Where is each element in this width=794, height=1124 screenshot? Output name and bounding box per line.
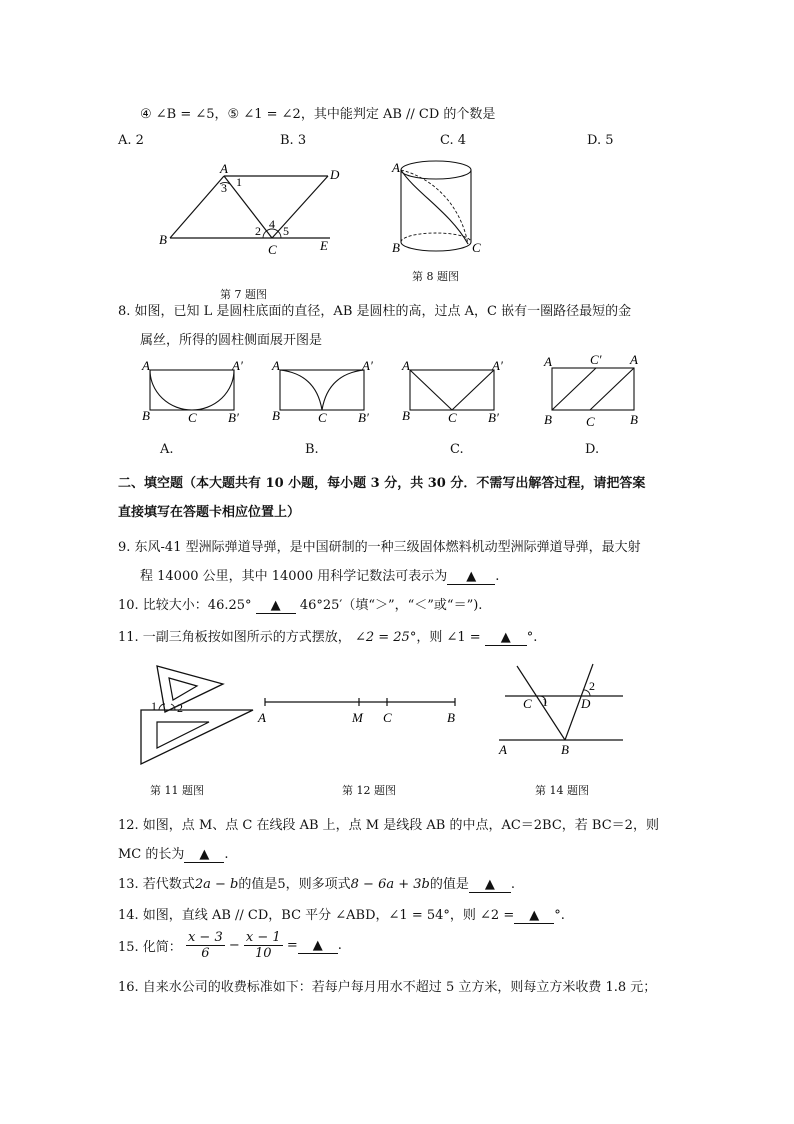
- q13: 13. 若代数式2a − b的值是5，则多项式8 − 6a + 3b的值是 ▲ .: [118, 877, 515, 892]
- fig7-label-d: D: [330, 167, 340, 182]
- q15-fraction-1: $\frac{x - 3}{6}$: [187, 930, 223, 961]
- fig7-label-b: B: [159, 232, 167, 247]
- answer-triangle-icon: ▲: [466, 569, 477, 584]
- fig7-label-e: E: [320, 238, 328, 253]
- q15-fraction-2: $\frac{x - 1}{10}$: [245, 930, 281, 961]
- svg-text:A: A: [142, 358, 150, 373]
- svg-text:B: B: [402, 408, 410, 423]
- fig8-label-a: A: [392, 160, 400, 175]
- q15: 15. 化简： $\frac{x - 3}{6}$ − $\frac{x - 1}{10}$ = ▲ .: [118, 930, 342, 961]
- answer-triangle-icon: ▲: [500, 630, 511, 645]
- q8-option-d: D.: [585, 442, 600, 457]
- fig7-angle-1: 1: [236, 175, 242, 189]
- svg-text:A′: A′: [232, 358, 243, 373]
- svg-text:A: A: [272, 358, 280, 373]
- q14: 14. 如图，直线 AB // CD，BC 平分 ∠ABD，∠1 = 54°，则 ∠2 = ▲ °.: [118, 908, 565, 923]
- q11: 11. 一副三角板按如图所示的方式摆放， ∠2 = 25°，则 ∠1 = ▲ °.: [118, 630, 538, 645]
- svg-text:C: C: [188, 410, 197, 425]
- q8-option-b: B.: [305, 442, 319, 457]
- fig14-label-c: C: [523, 696, 532, 711]
- q12-answer-blank[interactable]: [184, 847, 224, 863]
- svg-text:C′: C′: [590, 352, 602, 367]
- fig8-label-c: C: [472, 240, 481, 255]
- fig7-angle-2: 2: [255, 224, 261, 238]
- q8-net-b: [270, 356, 380, 426]
- q9-answer-blank[interactable]: [447, 569, 495, 585]
- fig11-angle-1: 1: [151, 699, 157, 713]
- q14-answer-blank[interactable]: [514, 908, 554, 924]
- svg-text:B′: B′: [358, 410, 369, 425]
- figure-12: [255, 690, 465, 730]
- figure-14: [495, 660, 630, 760]
- svg-text:A′: A′: [362, 358, 373, 373]
- fig14-label-a: A: [499, 742, 507, 757]
- fig12-label-c: C: [383, 710, 392, 725]
- q7-option-a: A. 2: [118, 133, 144, 148]
- fig12-label-a: A: [258, 710, 266, 725]
- svg-text:C: C: [318, 410, 327, 425]
- fig8-caption: 第 8 题图: [412, 270, 459, 283]
- answer-triangle-icon: ▲: [529, 908, 540, 923]
- section-2-header-line-1: 二、填空题（本大题共有 10 小题，每小题 3 分，共 30 分．不需写出解答过程，请把答案: [118, 476, 646, 491]
- fig14-label-b: B: [561, 742, 569, 757]
- figure-8-cylinder: [390, 152, 490, 262]
- svg-text:B: B: [544, 412, 552, 427]
- q12-line-2: MC 的长为 ▲ .: [118, 847, 229, 862]
- q7-option-b: B. 3: [280, 133, 307, 148]
- q10: 10. 比较大小：46.25° ▲ 46°25′（填“＞”，“＜”或“＝”).: [118, 598, 483, 613]
- q8-net-d: [540, 350, 650, 430]
- figure-7: [150, 158, 350, 258]
- q12-line-1: 12. 如图，点 M、点 C 在线段 AB 上，点 M 是线段 AB 的中点，AC＝2BC，若 BC＝2，则: [118, 818, 659, 833]
- q10-answer-blank[interactable]: [256, 598, 296, 614]
- q8-net-c: [400, 356, 510, 426]
- fig14-caption: 第 14 题图: [535, 784, 589, 797]
- q7-option-c: C. 4: [440, 133, 467, 148]
- fig7-angle-3: 3: [221, 181, 227, 195]
- answer-triangle-icon: ▲: [312, 937, 323, 953]
- svg-text:B′: B′: [228, 410, 239, 425]
- fig11-caption: 第 11 题图: [150, 784, 204, 797]
- fig8-label-b: B: [392, 240, 400, 255]
- svg-text:B: B: [272, 408, 280, 423]
- fig7-caption: 第 7 题图: [220, 288, 267, 301]
- q8-option-a: A.: [160, 442, 174, 457]
- q11-answer-blank[interactable]: [485, 630, 527, 646]
- svg-text:B: B: [630, 412, 638, 427]
- q9-line-2: 程 14000 公里，其中 14000 用科学记数法可表示为 ▲ .: [140, 569, 500, 584]
- answer-triangle-icon: ▲: [199, 847, 210, 862]
- q8-net-a: [140, 356, 250, 426]
- fig14-label-d: D: [581, 696, 591, 711]
- fig7-label-a: A: [220, 161, 228, 176]
- q7-option-d: D. 5: [587, 133, 614, 148]
- fig14-angle-2: 2: [589, 679, 595, 693]
- fig7-angle-5: 5: [283, 224, 289, 238]
- svg-text:A: A: [544, 354, 552, 369]
- fig12-label-m: M: [352, 710, 363, 725]
- svg-text:C: C: [448, 410, 457, 425]
- fig7-label-c: C: [268, 242, 277, 257]
- q13-answer-blank[interactable]: [469, 877, 511, 893]
- q7-stem: ④ ∠B = ∠5，⑤ ∠1 = ∠2，其中能判定 AB // CD 的个数是: [140, 107, 496, 122]
- svg-text:A: A: [630, 352, 638, 367]
- answer-triangle-icon: ▲: [270, 598, 281, 613]
- svg-text:B: B: [142, 408, 150, 423]
- svg-text:A: A: [402, 358, 410, 373]
- q9-line-1: 9. 东风-41 型洲际弹道导弹，是中国研制的一种三级固体燃料机动型洲际弹道导弹，最大射: [118, 540, 641, 555]
- q8-line-2: 属丝，所得的圆柱侧面展开图是: [140, 333, 323, 348]
- svg-text:A′: A′: [492, 358, 503, 373]
- q8-option-c: C.: [450, 442, 464, 457]
- svg-text:C: C: [586, 414, 595, 429]
- fig14-angle-1: 1: [542, 695, 548, 709]
- fig12-caption: 第 12 题图: [342, 784, 396, 797]
- q8-line-1: 8. 如图，已知 L 是圆柱底面的直径，AB 是圆柱的高，过点 A，C 嵌有一圈路径最短的金: [118, 304, 632, 319]
- fig11-angle-2: 2: [177, 701, 183, 715]
- svg-text:B′: B′: [488, 410, 499, 425]
- section-2-header-line-2: 直接填写在答题卡相应位置上）: [118, 505, 301, 520]
- answer-triangle-icon: ▲: [484, 877, 495, 892]
- q16-line-1: 16. 自来水公司的收费标准如下：若每户每月用水不超过 5 立方米，则每立方米收费 1.8 元；: [118, 980, 657, 995]
- fig7-angle-4: 4: [269, 217, 275, 231]
- fig12-label-b: B: [447, 710, 455, 725]
- figure-11: [135, 660, 255, 770]
- q15-answer-blank[interactable]: [298, 938, 338, 954]
